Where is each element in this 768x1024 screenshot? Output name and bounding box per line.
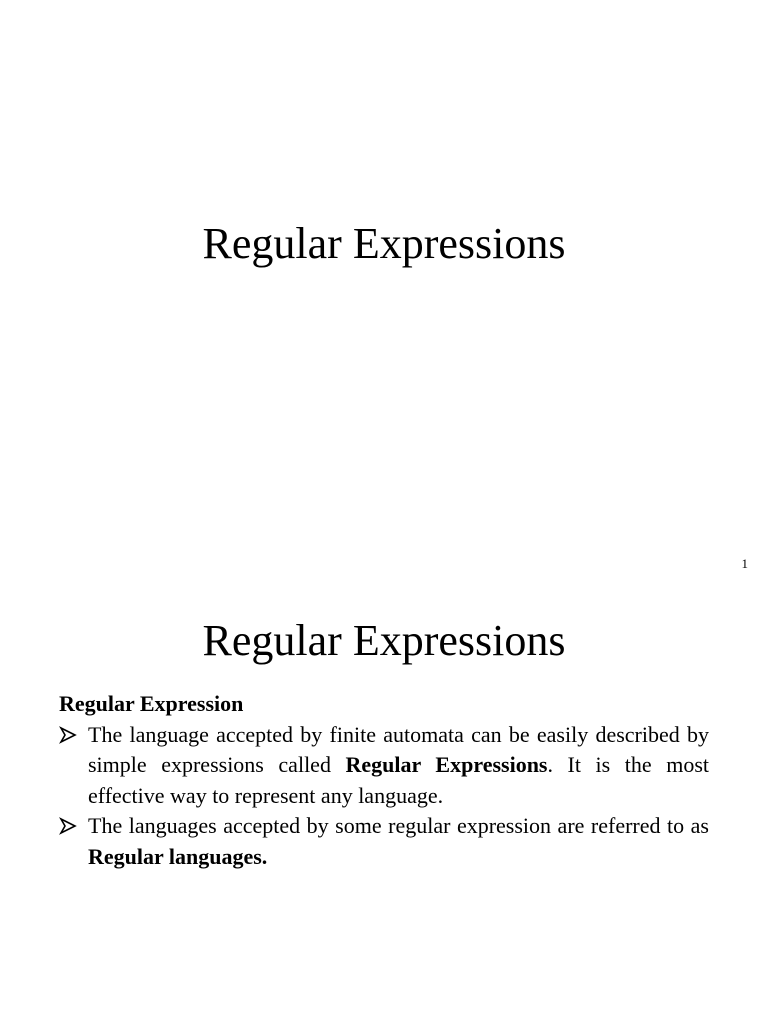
- slide-title: Regular Expressions: [202, 616, 566, 665]
- arrowhead-bullet-icon: [59, 817, 77, 835]
- bold-term: Regular Expressions: [345, 752, 548, 777]
- content-heading: Regular Expression: [59, 691, 244, 716]
- arrowhead-bullet-icon: [59, 726, 77, 744]
- bullet-list: [59, 720, 709, 873]
- slide-number: 1: [741, 556, 748, 571]
- bullet-text: The language accepted by finite automata can be easily described by simple expressions called: [88, 721, 709, 777]
- bullet-item: [59, 811, 709, 872]
- slide-content: [59, 689, 709, 872]
- bullet-text: The languages accepted by some regular expression are referred to as: [88, 813, 709, 838]
- slide-2: [0, 584, 768, 1024]
- slide-title: Regular Expressions: [202, 219, 566, 268]
- bullet-text: . It is the most effective way to represent any language.: [88, 752, 709, 808]
- bullet-item: [59, 720, 709, 812]
- bold-term: Regular languages.: [88, 843, 268, 869]
